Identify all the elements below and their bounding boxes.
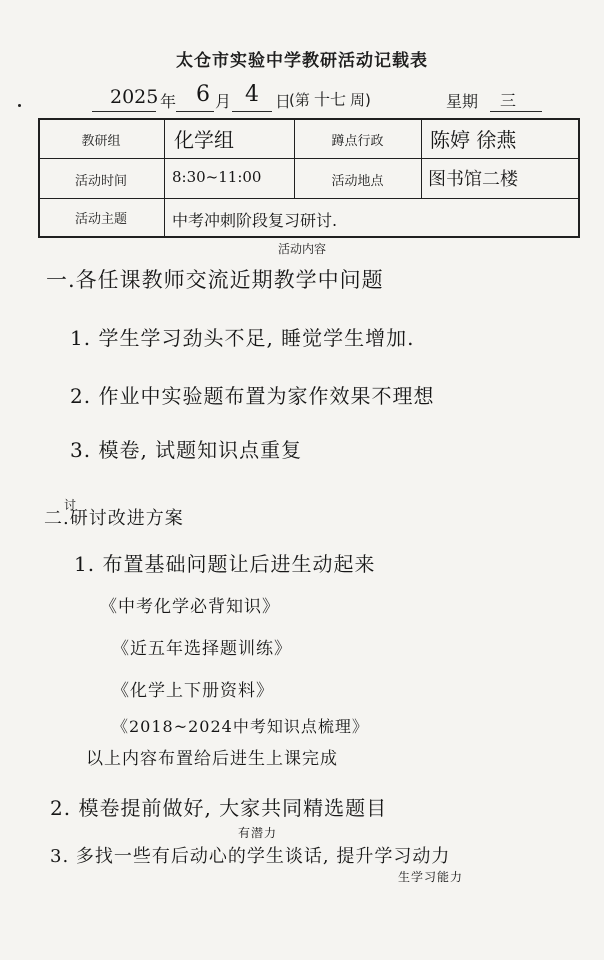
date-day: 4 bbox=[245, 82, 259, 107]
book-1: 《中考化学必背知识》 bbox=[100, 597, 280, 617]
table-col-3 bbox=[421, 118, 422, 198]
table-col-1 bbox=[164, 118, 165, 238]
date-month-underline bbox=[176, 111, 214, 112]
date-month: 6 bbox=[196, 82, 210, 107]
date-week: 十七 bbox=[314, 90, 347, 109]
date-month-label: 月 bbox=[215, 92, 232, 111]
supervisor-value: 陈婷 徐燕 bbox=[430, 128, 517, 152]
table-rule-2 bbox=[38, 198, 580, 199]
record-table bbox=[38, 118, 580, 238]
date-week-close: 周) bbox=[350, 91, 371, 109]
date-weekday-label: 星期 bbox=[446, 92, 479, 111]
date-year-label: 年 bbox=[160, 92, 177, 111]
section-2-insert: 讨 bbox=[64, 498, 78, 512]
section-1-heading: 一.各任课教师交流近期教学中问题 bbox=[46, 268, 384, 292]
margin-mark bbox=[18, 104, 21, 107]
date-day-label: 日 bbox=[275, 92, 292, 111]
book-2: 《近五年选择题训练》 bbox=[112, 639, 292, 659]
plan-item-3: 3. 多找一些有后动心的学生谈话, 提升学习动力 bbox=[50, 846, 451, 867]
issue-item-2: 2. 作业中实验题布置为家作效果不理想 bbox=[70, 384, 435, 408]
theme-value: 中考冲刺阶段复习研讨. bbox=[172, 211, 338, 230]
date-line bbox=[0, 82, 604, 116]
place-value: 图书馆二楼 bbox=[428, 169, 518, 190]
book-4: 《2018~2024中考知识点梳理》 bbox=[112, 717, 369, 736]
group-value: 化学组 bbox=[174, 128, 234, 152]
plan-item-3-insert-below: 生学习能力 bbox=[398, 870, 464, 884]
time-value: 8:30~11:00 bbox=[172, 168, 262, 186]
group-label: 教研组 bbox=[81, 134, 121, 149]
date-day-underline bbox=[232, 111, 272, 112]
content-heading: 活动内容 bbox=[277, 242, 326, 256]
plan-note: 以上内容布置给后进生上课完成 bbox=[86, 749, 338, 769]
date-weekday: 三 bbox=[500, 91, 517, 110]
date-year: 2025 bbox=[110, 86, 159, 108]
plan-item-1: 1. 布置基础问题让后进生动起来 bbox=[74, 552, 376, 576]
theme-label: 活动主题 bbox=[74, 212, 127, 227]
book-3: 《化学上下册资料》 bbox=[112, 681, 274, 701]
table-border-top bbox=[38, 118, 580, 120]
date-weekday-underline bbox=[490, 111, 542, 112]
time-label: 活动时间 bbox=[74, 174, 127, 189]
table-border-bottom bbox=[38, 236, 580, 238]
place-label: 活动地点 bbox=[331, 174, 384, 189]
document-title: 太仓市实验中学教研活动记载表 bbox=[176, 51, 428, 71]
date-year-underline bbox=[92, 111, 156, 112]
plan-item-3-insert-above: 有潜力 bbox=[238, 826, 278, 840]
date-week-open: (第 bbox=[289, 91, 310, 109]
issue-item-1: 1. 学生学习劲头不足, 睡觉学生增加. bbox=[70, 326, 415, 350]
table-rule-1 bbox=[38, 158, 580, 159]
section-2-heading: 二.研讨改进方案 bbox=[44, 508, 184, 529]
supervisor-label: 蹲点行政 bbox=[331, 134, 384, 149]
table-border-right bbox=[578, 118, 580, 238]
plan-item-2: 2. 模卷提前做好, 大家共同精选题目 bbox=[50, 796, 388, 820]
issue-item-3: 3. 模卷, 试题知识点重复 bbox=[70, 438, 303, 462]
